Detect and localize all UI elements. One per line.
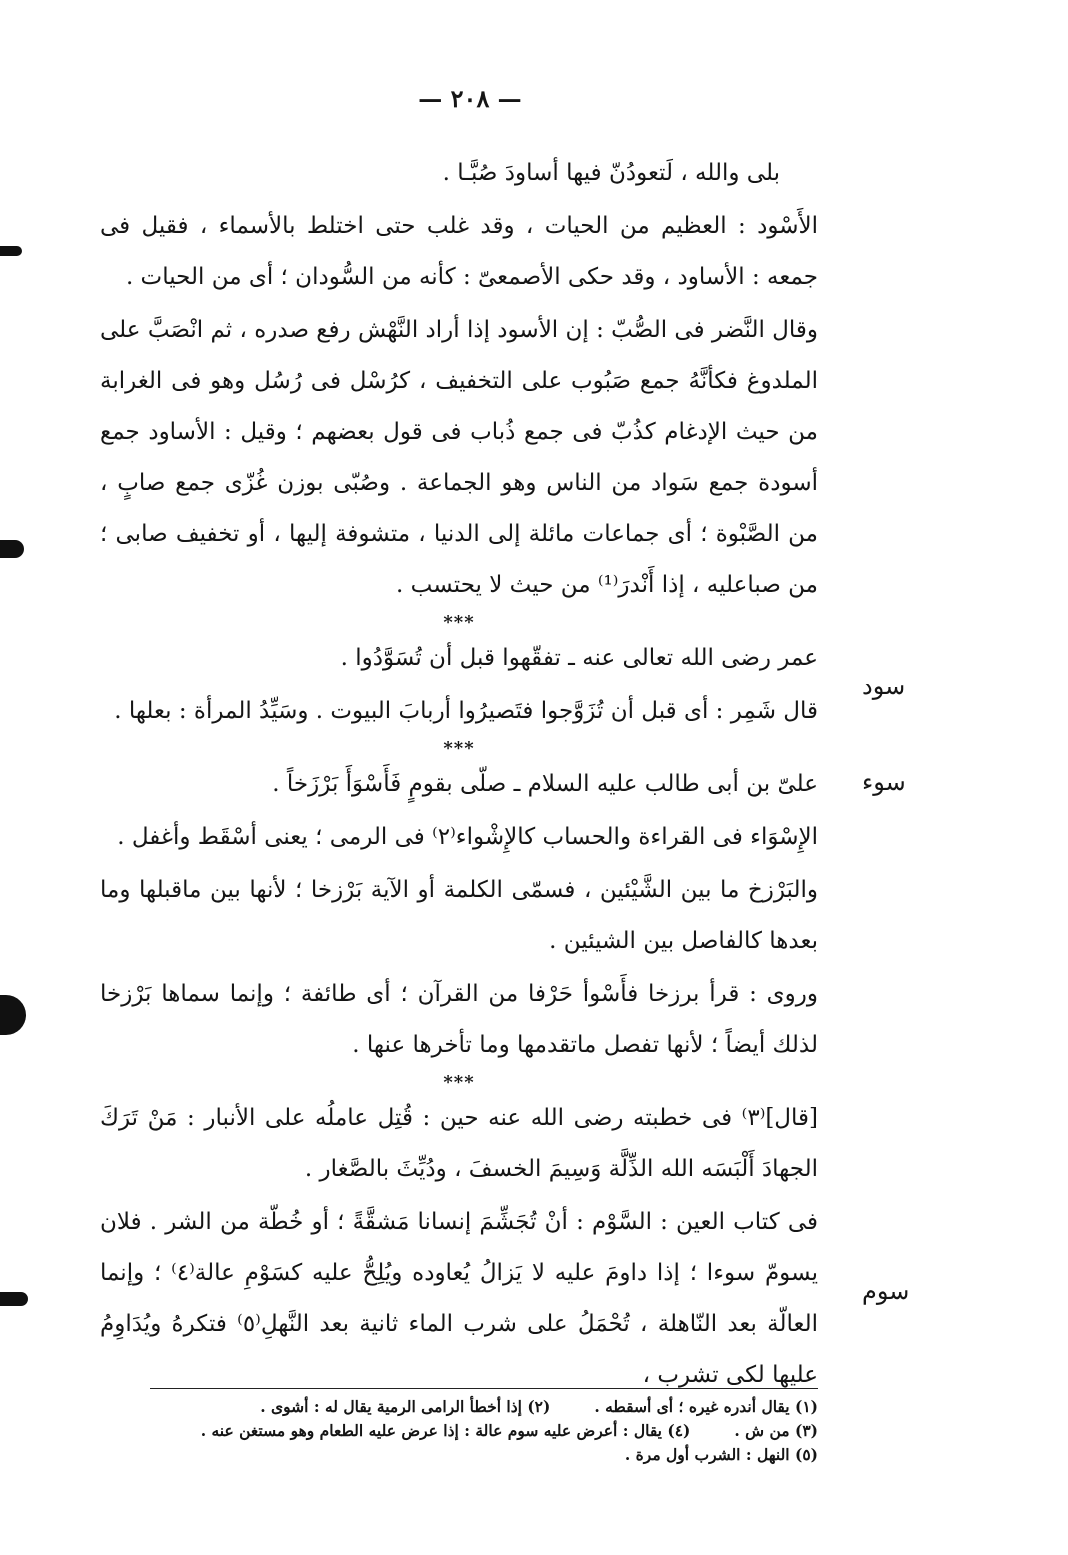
margin-root-word: سود [862, 672, 906, 700]
main-text [100, 148, 818, 1403]
paragraph: والبَرْزخ ما بين الشَّيْئين ، فسمّى الكلمة أو الآية بَرْزخا ؛ لأنها بين ماقبلها وما بعدها كالفاصل بين الشيئين . [100, 877, 818, 954]
footnote: (٥) النهل : الشرب أول مرة . [624, 1445, 818, 1464]
footnote-line [150, 1419, 818, 1443]
footnotes [150, 1388, 818, 1467]
margin-root-word: سوم [862, 1277, 910, 1305]
scan-edge-mark [0, 246, 22, 256]
paragraph: [قال]⁽٣⁾ فى خطبته رضى الله عنه حين : قُتِل عاملُه على الأنبار : مَنْ تَرَكَ الجهادَ أَلْبَسَه الله الذِّلَّة وَسِيمَ الخسفَ ، ودُيِّثَ بالصَّغار . [100, 1105, 818, 1182]
scan-edge-mark [0, 540, 24, 558]
paragraph: وقال النَّضر فى الصُّبّ : إن الأسود إذا أراد النَّهْش رفع صدره ، ثم انْصَبَّ على الملدوغ فكأنَّهُ جمع صَبُوب على التخفيف ، كرُسْل فى رُسُل وهو فى الغرابة من حيث الإدغام كذُبّ فى جمع ذُباب فى قول بعضهم ؛ وقيل : الأساود جمع أسودة جمع سَواد من الناس وهو الجماعة . وصُبّى بوزن غُزّى جمع صابٍ ، من الصَّبْوة ؛ أى جماعات مائلة إلى الدنيا ، متشوفة إليها ، أو تخفيف صابى ؛ من صباعليه ، إذا أَنْدرَ⁽¹⁾ من حيث لا يحتسب . [100, 317, 818, 598]
footnote: (١) يقال أندره غيره ؛ أى أسقطه . [594, 1397, 818, 1416]
scan-edge-mark [0, 995, 26, 1035]
paragraph: فى كتاب العين : السَّوْم : أنْ تُجَشِّمَ إنسانا مَشقَّةً ؛ أو خُطّة من الشر . فلان يسومّ سوءا ؛ إذا داومَ عليه لا يَزالُ يُعاوده ويُلِحُّ عليه كسَوْمِ عالة⁽٤⁾ ؛ وإنما العالّة بعد النّاهلة ، تُحْمَلُ على شرب الماء ثانية بعد النَّهلِ⁽٥⁾ فتكرهُ ويُدَاوِمُ عليها لكى تشرب ، [100, 1209, 818, 1388]
footnote: (٤) يقال : أعرض عليه سوم عالة : إذا عرض عليه الطعام وهو مستغن عنه . [200, 1421, 691, 1440]
scan-edge-mark [0, 1292, 28, 1306]
paragraph: الإِسْوَاء فى القراءة والحساب كالإِشْواء⁽٢⁾ فى الرمى ؛ يعنى أسْقَط وأغفل . [117, 824, 818, 850]
margin-root-word: سوء [862, 768, 906, 796]
paragraph: وروى : قرأ برزخا فأَسْوأ حَرْفا من القرآن ؛ أى طائفة ؛ وإنما سماها بَرْزخا لذلك أيضاً ؛ لأنها تفصل ماتقدمها وما تأخرها عنها . [100, 981, 818, 1058]
footnote: (٢) إذا أخطأ الرامى الرمية يقال له : أشوى . [260, 1397, 551, 1416]
page-number: — ٢٠٨ — [418, 84, 522, 113]
hadith-heading: علىّ بن أبى طالب عليه السلام ـ صلّى بقومٍ فَأَسْوَأَ بَرْزَخاً . [272, 771, 818, 797]
footnote-line [150, 1395, 818, 1419]
paragraph: الأَسْود : العظيم من الحيات ، وقد غلب حتى اختلط بالأسماء ، فقيل فى جمعه : الأساود ، وقد حكى الأصمعىّ : كأنه من السُّودان ؛ أى من الحيات . [100, 213, 818, 290]
footnote-line [150, 1443, 818, 1467]
verse-line: بلى والله ، لَتعودُنّ فيها أساودَ صُبَّـا . [442, 160, 780, 186]
section-separator: *** [443, 612, 475, 633]
footnote: (٣) من ش . [734, 1421, 818, 1440]
section-separator: *** [443, 738, 475, 759]
section-separator: *** [443, 1072, 475, 1093]
hadith-heading: عمر رضى الله تعالى عنه ـ تفقّهوا قبل أن تُسَوَّدُوا . [340, 645, 818, 671]
paragraph: قال شَمِر : أى قبل أن تُزَوَّجوا فتَصيرُوا أربابَ البيوت . وسَيِّدُ المرأة : بعلها . [114, 698, 818, 724]
